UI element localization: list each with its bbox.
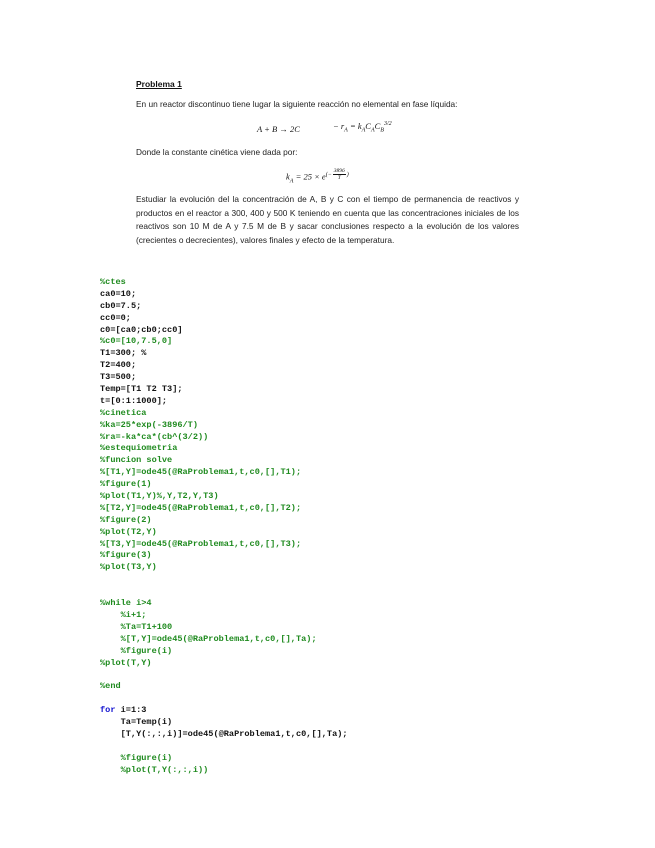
problem-title: Problema 1 (136, 79, 182, 89)
intro-text: En un reactor discontinuo tiene lugar la siguiente reacción no elemental en fase líquida: (136, 99, 458, 109)
code-line: ca0=10; (100, 288, 137, 299)
problem-statement: Estudiar la evolución del la concentración de A, B y C con el tiempo de permanencia de reactivos y productos en el reactor a 300, 400 y 500 K teniendo en cuenta que las concentraciones iniciales de los reactivos son 10 M de A y 7.5 M de B y sacar conclusiones respecto a la evolución de los valores (crecientes o decrecientes), valores finales y efecto de la temperatura. (136, 194, 519, 245)
rate-law-equation: − $r_A = k_AC_AC_B^{3/2}$ (333, 121, 392, 134)
code-line: %[T2,Y]=ode45(@RaProblema1,t,c0,[],T2); (100, 502, 302, 513)
code-line: T2=400; (100, 360, 137, 371)
code-line: %plot(T2,Y) (100, 526, 157, 537)
code-line: %estequiometria (100, 443, 178, 454)
reaction-equation: A + B → 2C (257, 124, 300, 134)
code-line: %end (100, 681, 121, 692)
code-line: %[T,Y]=ode45(@RaProblema1,t,c0,[],Ta); (100, 633, 317, 644)
code-line (100, 586, 348, 598)
code-line: %cinetica (100, 407, 147, 418)
matlab-code-block (100, 277, 348, 776)
rate-constant-equation: $k_A = 25 \times e^{(- \frac{3896}{T} )}$ (286, 168, 349, 185)
code-line: %plot(T3,Y) (100, 562, 157, 573)
code-line: %ctes (100, 277, 126, 287)
code-line: Ta=Temp(i) (100, 716, 173, 727)
code-line: %figure(1) (100, 479, 152, 490)
code-line: %i+1; (100, 609, 147, 620)
code-line: %[T3,Y]=ode45(@RaProblema1,t,c0,[],T3); (100, 538, 302, 549)
code-line: %plot(T1,Y)%,Y,T2,Y,T3) (100, 491, 219, 502)
code-line: for i=1:3 (100, 705, 147, 716)
code-line: %funcion solve (100, 455, 173, 466)
code-line: Temp=[T1 T2 T3]; (100, 384, 183, 395)
code-line: %ka=25*exp(-3896/T) (100, 419, 198, 430)
code-line: cc0=0; (100, 312, 131, 323)
constant-intro-text: Donde la constante cinética viene dada por: (136, 147, 298, 157)
code-line: %while i>4 (100, 598, 152, 609)
code-line: %figure(i) (100, 645, 173, 656)
code-line: %ra=-ka*ca*(cb^(3/2)) (100, 431, 209, 442)
code-line: c0=[ca0;cb0;cc0] (100, 324, 183, 335)
code-line (100, 741, 348, 753)
code-line: %plot(T,Y) (100, 657, 152, 668)
code-line (100, 669, 348, 681)
code-line: cb0=7.5; (100, 300, 142, 311)
code-line: %figure(2) (100, 514, 152, 525)
code-line (100, 693, 348, 705)
code-line: %plot(T,Y(:,:,i)) (100, 764, 209, 775)
code-line: T1=300; % (100, 348, 147, 359)
code-line: T3=500; (100, 372, 137, 383)
code-line: %figure(3) (100, 550, 152, 561)
code-line: %figure(i) (100, 752, 173, 763)
code-line: %[T1,Y]=ode45(@RaProblema1,t,c0,[],T1); (100, 467, 302, 478)
code-line (100, 574, 348, 586)
code-line: t=[0:1:1000]; (100, 395, 168, 406)
code-line: %c0=[10,7.5,0] (100, 336, 173, 347)
code-line: [T,Y(:,:,i)]=ode45(@RaProblema1,t,c0,[],Ta); (100, 728, 348, 739)
code-line: %Ta=T1+100 (100, 621, 173, 632)
